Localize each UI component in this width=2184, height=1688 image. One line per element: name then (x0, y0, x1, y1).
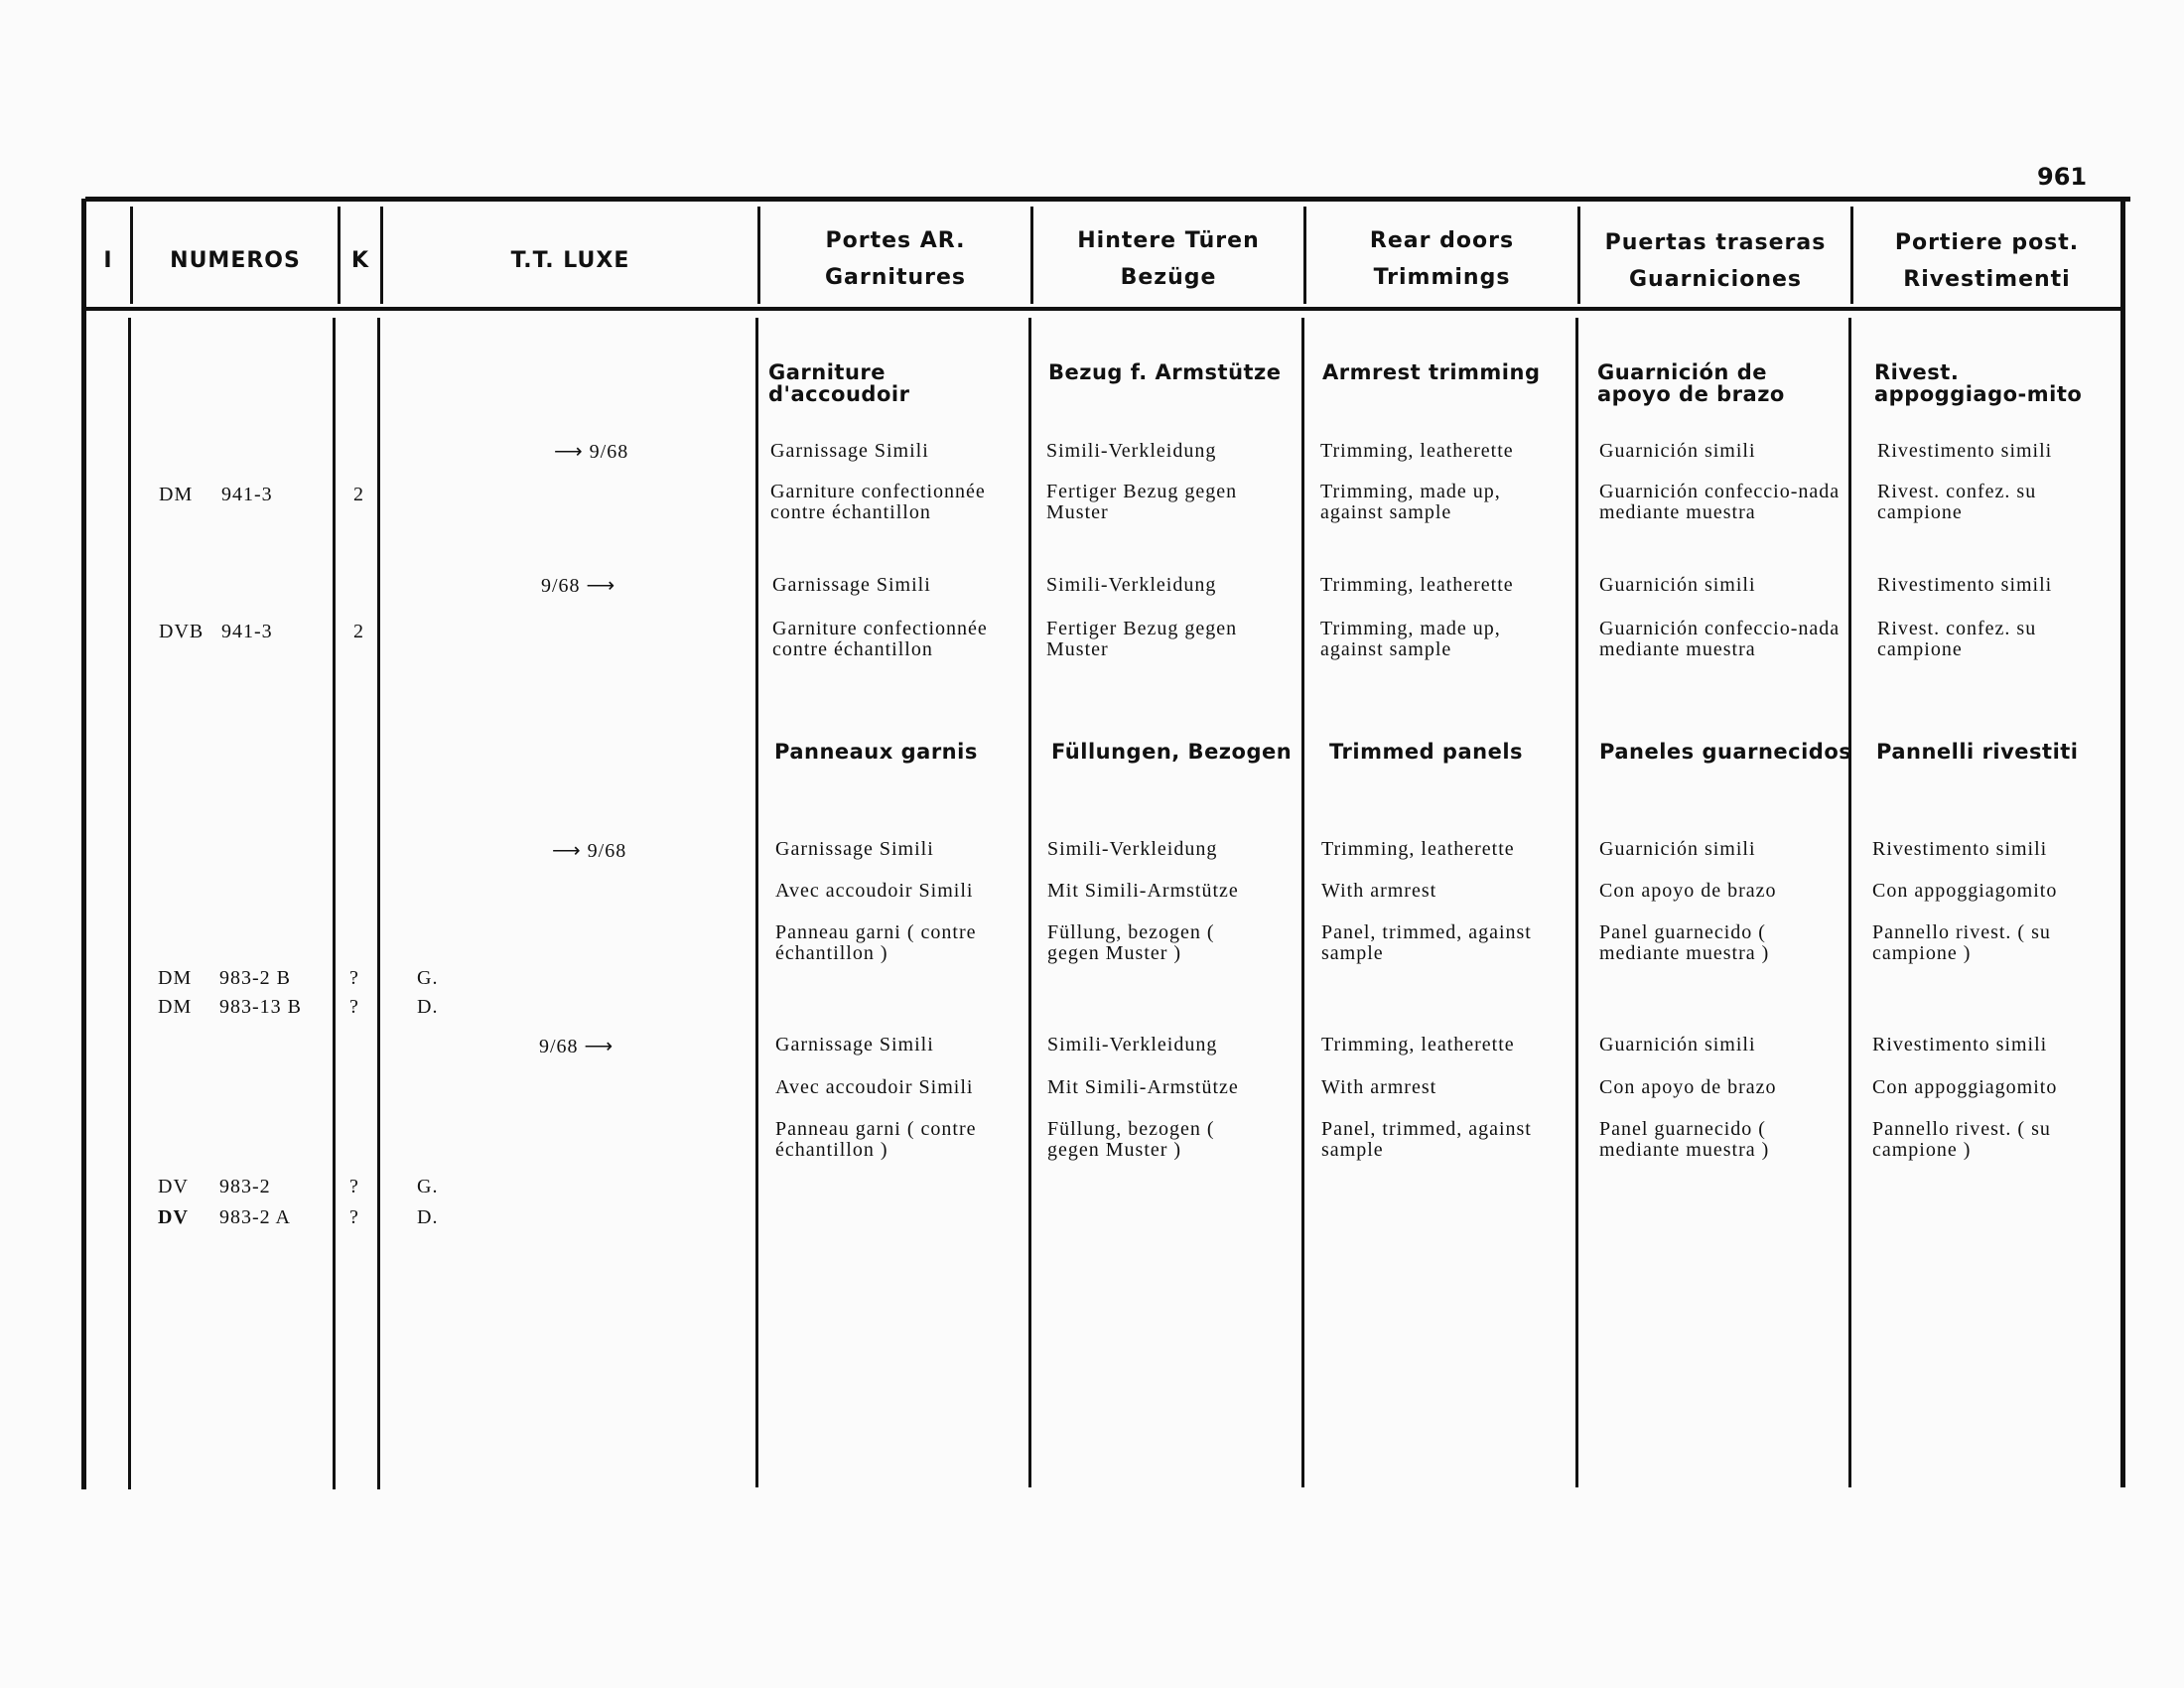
row-with-armrest-fr: Avec accoudoir Simili (775, 880, 974, 902)
part-number: 941-3 (221, 621, 273, 642)
header-numeros: NUMEROS (170, 248, 301, 273)
date-from-9-68-b: 9/68 ⟶ (539, 1036, 614, 1057)
part-quantity-k: 2 (353, 484, 364, 505)
page-number: 961 (2037, 163, 2088, 191)
header-col-i: I (103, 248, 113, 273)
table-right-border (2120, 197, 2125, 1487)
header-german-line1: Hintere Türen (1077, 228, 1260, 253)
row-with-armrest-es: Con apoyo de brazo (1599, 1076, 1777, 1098)
part-quantity-k: 2 (353, 621, 364, 642)
part-number: 941-3 (221, 484, 273, 505)
col-sep-3-body (377, 318, 380, 1489)
part-number: 983-2 A (219, 1206, 291, 1228)
section-armrest-es: Guarnición de apoyo de brazo (1597, 360, 1785, 406)
section-panels-de: Füllungen, Bezogen (1051, 740, 1293, 764)
row-simili-de: Simili-Verkleidung (1046, 440, 1217, 462)
header-english-line2: Trimmings (1373, 265, 1511, 290)
part-prefix: DVB (159, 621, 205, 642)
header-italian (1853, 224, 2120, 298)
part-quantity-k: ? (349, 967, 359, 989)
row-simili-it: Rivestimento simili (1877, 440, 2053, 462)
col-sep-4-body (755, 318, 758, 1487)
row-simili-es: Guarnición simili (1599, 440, 1756, 462)
row-panel-en: Panel, trimmed, against sample (1321, 921, 1532, 964)
row-with-armrest-en: With armrest (1321, 1076, 1437, 1098)
col-sep-7-body (1575, 318, 1578, 1487)
row-panel-it: Pannello rivest. ( su campione ) (1872, 1118, 2051, 1161)
header-italian-line2: Rivestimenti (1903, 267, 2071, 292)
section-armrest-de: Bezug f. Armstütze (1048, 360, 1282, 384)
part-quantity-k: ? (349, 1206, 359, 1228)
row-simili-en: Trimming, leatherette (1321, 838, 1515, 860)
col-sep-1-body (128, 318, 131, 1489)
row-simili-fr: Garnissage Simili (775, 1034, 934, 1055)
row-panel-es: Panel guarnecido ( mediante muestra ) (1599, 1118, 1770, 1161)
date-until-9-68-a: ⟶ 9/68 (554, 441, 629, 463)
part-side: G. (417, 1176, 439, 1197)
header-french-line1: Portes AR. (825, 228, 966, 253)
row-simili-fr: Garnissage Simili (775, 838, 934, 860)
part-side: D. (417, 996, 439, 1018)
row-panel-de: Füllung, bezogen ( gegen Muster ) (1047, 1118, 1215, 1161)
row-panel-it: Pannello rivest. ( su campione ) (1872, 921, 2051, 964)
header-german-line2: Bezüge (1120, 265, 1217, 290)
header-italian-line1: Portiere post. (1894, 230, 2080, 255)
table-top-border (85, 197, 2130, 202)
header-spanish-line2: Guarniciones (1629, 267, 1802, 292)
row-made-up-fr: Garniture confectionnée contre échantillon (770, 481, 986, 523)
header-k: K (350, 248, 370, 273)
section-armrest-en: Armrest trimming (1322, 360, 1541, 384)
row-made-up-fr: Garniture confectionnée contre échantillon (772, 618, 988, 660)
row-simili-en: Trimming, leatherette (1320, 440, 1514, 462)
header-tt-luxe: T.T. LUXE (510, 248, 630, 273)
header-german (1033, 222, 1303, 296)
section-panels-fr: Panneaux garnis (774, 740, 978, 764)
row-simili-en: Trimming, leatherette (1320, 574, 1514, 596)
row-with-armrest-en: With armrest (1321, 880, 1437, 902)
section-panels-en: Trimmed panels (1329, 740, 1524, 764)
part-side: D. (417, 1206, 439, 1228)
row-panel-es: Panel guarnecido ( mediante muestra ) (1599, 921, 1770, 964)
header-french (760, 222, 1030, 296)
row-simili-es: Guarnición simili (1599, 1034, 1756, 1055)
part-prefix: DM (158, 967, 193, 989)
row-made-up-es: Guarnición confeccio-nada mediante muestra (1599, 481, 1841, 523)
row-made-up-en: Trimming, made up, against sample (1320, 618, 1501, 660)
section-panels-es: Paneles guarnecidos (1599, 740, 1852, 764)
row-panel-de: Füllung, bezogen ( gegen Muster ) (1047, 921, 1215, 964)
header-bottom-border (85, 307, 2120, 311)
row-simili-en: Trimming, leatherette (1321, 1034, 1515, 1055)
row-panel-fr: Panneau garni ( contre échantillon ) (775, 1118, 977, 1161)
table-left-border (81, 199, 86, 1489)
col-sep-2-body (333, 318, 336, 1489)
header-english-line1: Rear doors (1369, 228, 1515, 253)
part-number: 983-2 (219, 1176, 271, 1197)
date-from-9-68-a: 9/68 ⟶ (541, 575, 616, 597)
row-simili-it: Rivestimento simili (1877, 574, 2053, 596)
row-simili-it: Rivestimento simili (1872, 838, 2048, 860)
section-armrest-fr: Garniture d'accoudoir (768, 360, 910, 406)
row-panel-fr: Panneau garni ( contre échantillon ) (775, 921, 977, 964)
row-panel-en: Panel, trimmed, against sample (1321, 1118, 1532, 1161)
row-with-armrest-de: Mit Simili-Armstütze (1047, 880, 1239, 902)
row-with-armrest-it: Con appoggiagomito (1872, 1076, 2058, 1098)
row-made-up-it: Rivest. confez. su campione (1877, 618, 2037, 660)
row-made-up-it: Rivest. confez. su campione (1877, 481, 2037, 523)
col-sep-6-body (1301, 318, 1304, 1487)
row-made-up-en: Trimming, made up, against sample (1320, 481, 1501, 523)
header-english (1306, 222, 1577, 296)
row-with-armrest-fr: Avec accoudoir Simili (775, 1076, 974, 1098)
header-spanish-line1: Puertas traseras (1604, 230, 1827, 255)
row-with-armrest-es: Con apoyo de brazo (1599, 880, 1777, 902)
row-simili-de: Simili-Verkleidung (1046, 574, 1217, 596)
part-number: 983-2 B (219, 967, 291, 989)
part-quantity-k: ? (349, 996, 359, 1018)
part-prefix: DM (159, 484, 194, 505)
section-panels-it: Pannelli rivestiti (1876, 740, 2079, 764)
row-simili-es: Guarnición simili (1599, 838, 1756, 860)
date-until-9-68-b: ⟶ 9/68 (552, 840, 627, 862)
row-with-armrest-de: Mit Simili-Armstütze (1047, 1076, 1239, 1098)
section-armrest-it: Rivest. appoggiago-mito (1874, 360, 2083, 406)
part-prefix: DM (158, 996, 193, 1018)
row-simili-es: Guarnición simili (1599, 574, 1756, 596)
row-with-armrest-it: Con appoggiagomito (1872, 880, 2058, 902)
part-prefix: DV (158, 1176, 189, 1197)
row-made-up-es: Guarnición confeccio-nada mediante muestra (1599, 618, 1841, 660)
part-side: G. (417, 967, 439, 989)
row-made-up-de: Fertiger Bezug gegen Muster (1046, 618, 1238, 660)
part-number: 983-13 B (219, 996, 302, 1018)
row-made-up-de: Fertiger Bezug gegen Muster (1046, 481, 1238, 523)
row-simili-it: Rivestimento simili (1872, 1034, 2048, 1055)
header-french-line2: Garnitures (825, 265, 966, 290)
row-simili-de: Simili-Verkleidung (1047, 1034, 1218, 1055)
part-quantity-k: ? (349, 1176, 359, 1197)
header-spanish (1580, 224, 1850, 298)
row-simili-de: Simili-Verkleidung (1047, 838, 1218, 860)
row-simili-fr: Garnissage Simili (772, 574, 931, 596)
row-simili-fr: Garnissage Simili (770, 440, 929, 462)
part-prefix: DV (158, 1206, 189, 1228)
